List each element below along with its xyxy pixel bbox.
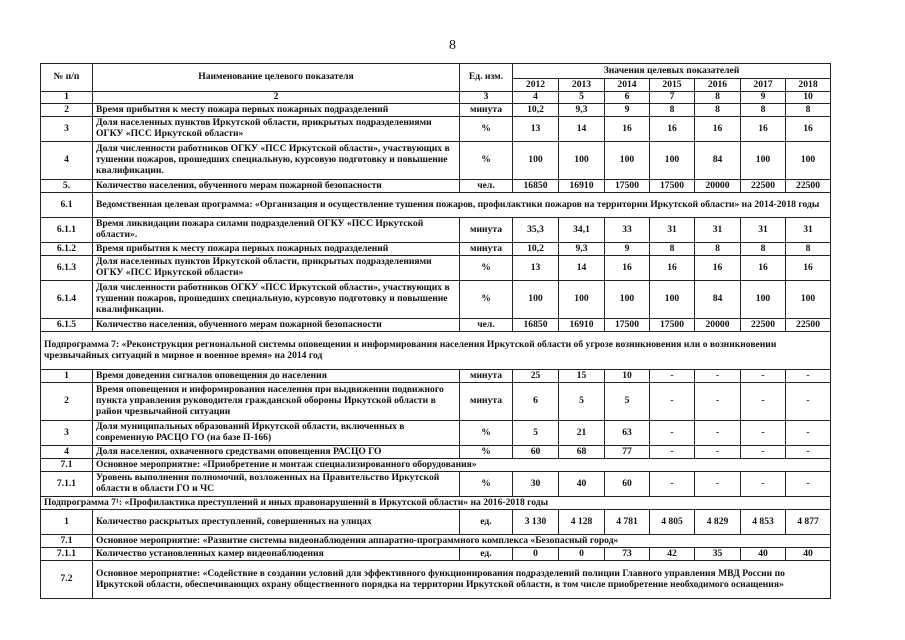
header-column-number: 10 — [786, 92, 831, 104]
value-cell: - — [695, 472, 741, 497]
indicator-name: Количество установленных камер видеонаблюдения — [93, 548, 460, 561]
header-column-number: 2 — [93, 92, 460, 104]
table-row — [41, 459, 831, 472]
indicator-name: Количество населения, обученного мерам пожарной безопасности — [93, 319, 460, 332]
table-row — [41, 218, 831, 243]
value-cell: 10 — [605, 370, 650, 383]
value-cell: 16 — [650, 256, 695, 281]
section-title: Основное мероприятие: «Развитие системы видеонаблюдения аппаратно-программного комплекса «Безопасный город» — [93, 535, 831, 548]
row-number: 3 — [41, 421, 93, 446]
unit-cell: минута — [460, 104, 513, 117]
value-cell: 22500 — [741, 319, 786, 332]
value-cell: 8 — [786, 243, 831, 256]
value-cell: 22500 — [786, 180, 831, 193]
value-cell: 16 — [786, 256, 831, 281]
value-cell: 100 — [786, 142, 831, 180]
row-number: 2 — [41, 383, 93, 421]
value-cell: 22500 — [741, 180, 786, 193]
value-cell: 40 — [741, 548, 786, 561]
unit-cell: % — [460, 421, 513, 446]
unit-cell: минута — [460, 218, 513, 243]
value-cell: 60 — [513, 446, 559, 459]
indicator-name: Время ликвидации пожара силами подразделений ОГКУ «ПСС Иркутской области». — [93, 218, 460, 243]
value-cell: 16 — [741, 256, 786, 281]
value-cell: 40 — [786, 548, 831, 561]
value-cell: 9,3 — [559, 243, 605, 256]
value-cell: 35,3 — [513, 218, 559, 243]
header-column-number: 9 — [741, 92, 786, 104]
value-cell: 100 — [605, 142, 650, 180]
table-row — [41, 256, 831, 281]
value-cell: - — [695, 446, 741, 459]
value-cell: 100 — [650, 281, 695, 319]
value-cell: 3 130 — [513, 510, 559, 535]
unit-cell: ед. — [460, 510, 513, 535]
unit-cell: % — [460, 472, 513, 497]
value-cell: - — [650, 383, 695, 421]
table-row — [41, 319, 831, 332]
row-number: 6.1.3 — [41, 256, 93, 281]
row-number: 4 — [41, 446, 93, 459]
value-cell: 4 128 — [559, 510, 605, 535]
indicator-name: Количество раскрытых преступлений, совершенных на улицах — [93, 510, 460, 535]
indicator-name: Доля населенных пунктов Иркутской области, прикрытых подразделениями ОГКУ «ПСС Иркутской области» — [93, 256, 460, 281]
value-cell: 100 — [559, 142, 605, 180]
unit-cell: % — [460, 281, 513, 319]
indicator-name: Время прибытия к месту пожара первых пожарных подразделений — [93, 243, 460, 256]
value-cell: 14 — [559, 256, 605, 281]
table-row — [41, 472, 831, 497]
value-cell: - — [786, 421, 831, 446]
header-unit: Ед. изм. — [460, 64, 513, 92]
value-cell: - — [695, 370, 741, 383]
value-cell: 68 — [559, 446, 605, 459]
header-year: 2018 — [786, 79, 831, 92]
value-cell: 8 — [695, 104, 741, 117]
table-row — [41, 193, 831, 218]
value-cell: 0 — [559, 548, 605, 561]
unit-cell: минута — [460, 243, 513, 256]
table-row — [41, 535, 831, 548]
value-cell: - — [786, 472, 831, 497]
value-cell: 31 — [741, 218, 786, 243]
value-cell: 17500 — [605, 319, 650, 332]
row-number: 7.1 — [41, 459, 93, 472]
unit-cell: ед. — [460, 548, 513, 561]
value-cell: 73 — [605, 548, 650, 561]
value-cell: 40 — [559, 472, 605, 497]
section-title: Основное мероприятие: «Содействие в создании условий для эффективного функционирования подразделений полиции Главного управления МВД России по Иркутской области, обеспечивающих охрану общественного порядка на территории Иркутской области, в том числе приобретение необходимого оснащения» — [93, 561, 831, 599]
value-cell: 13 — [513, 256, 559, 281]
value-cell: - — [650, 446, 695, 459]
value-cell: 35 — [695, 548, 741, 561]
value-cell: 100 — [513, 142, 559, 180]
table-row — [41, 561, 831, 599]
value-cell: 20000 — [695, 180, 741, 193]
table-row — [41, 243, 831, 256]
table-row — [41, 510, 831, 535]
table-row — [41, 281, 831, 319]
value-cell: 84 — [695, 281, 741, 319]
row-number: 5. — [41, 180, 93, 193]
row-number: 7.1.1 — [41, 548, 93, 561]
table-row — [41, 142, 831, 180]
value-cell: - — [741, 383, 786, 421]
unit-cell: минута — [460, 383, 513, 421]
row-number: 6.1.4 — [41, 281, 93, 319]
table-row — [41, 497, 831, 510]
value-cell: 9,3 — [559, 104, 605, 117]
header-year: 2015 — [650, 79, 695, 92]
value-cell: 8 — [695, 243, 741, 256]
header-column-number: 8 — [695, 92, 741, 104]
indicator-name: Доля численности работников ОГКУ «ПСС Иркутской области», участвующих в тушении пожаров, прошедших специальную, курсовую подготовку и повышение квалификации. — [93, 142, 460, 180]
value-cell: 100 — [650, 142, 695, 180]
indicator-name: Доля численности работников ОГКУ «ПСС Иркутской области», участвующих в тушении пожаров, прошедших специальную, курсовую подготовку и повышение квалификации. — [93, 281, 460, 319]
table-row — [41, 383, 831, 421]
value-cell: 31 — [695, 218, 741, 243]
value-cell: 31 — [786, 218, 831, 243]
value-cell: - — [650, 472, 695, 497]
value-cell: 17500 — [650, 319, 695, 332]
row-number: 6.1 — [41, 193, 93, 218]
row-number: 7.1.1 — [41, 472, 93, 497]
header-column-number: 3 — [460, 92, 513, 104]
value-cell: - — [741, 421, 786, 446]
value-cell: 4 853 — [741, 510, 786, 535]
section-title: Основное мероприятие: «Приобретение и монтаж специализированного оборудования» — [93, 459, 831, 472]
value-cell: 34,1 — [559, 218, 605, 243]
value-cell: - — [695, 421, 741, 446]
value-cell: 8 — [741, 104, 786, 117]
header-year: 2013 — [559, 79, 605, 92]
value-cell: 16850 — [513, 319, 559, 332]
header-year: 2016 — [695, 79, 741, 92]
unit-cell: % — [460, 142, 513, 180]
value-cell: 84 — [695, 142, 741, 180]
value-cell: 21 — [559, 421, 605, 446]
table-row — [41, 117, 831, 142]
value-cell: 4 781 — [605, 510, 650, 535]
row-number: 6.1.5 — [41, 319, 93, 332]
header-column-number: 6 — [605, 92, 650, 104]
value-cell: 16910 — [559, 319, 605, 332]
unit-cell: % — [460, 446, 513, 459]
table-row — [41, 104, 831, 117]
value-cell: 16 — [605, 117, 650, 142]
indicator-name: Доля населения, охваченного средствами оповещения РАСЦО ГО — [93, 446, 460, 459]
row-number: 6.1.1 — [41, 218, 93, 243]
value-cell: 16 — [650, 117, 695, 142]
unit-cell: % — [460, 117, 513, 142]
indicator-name: Время оповещения и информирования населения при выдвижении подвижного пункта управления руководителя гражданской обороны Иркутской области в район чрезвычайной ситуации — [93, 383, 460, 421]
value-cell: - — [650, 421, 695, 446]
unit-cell: % — [460, 256, 513, 281]
value-cell: - — [786, 446, 831, 459]
indicator-name: Доля населенных пунктов Иркутской области, прикрытых подразделениями ОГКУ «ПСС Иркутской области» — [93, 117, 460, 142]
unit-cell: минута — [460, 370, 513, 383]
header-year: 2012 — [513, 79, 559, 92]
indicator-name: Количество населения, обученного мерам пожарной безопасности — [93, 180, 460, 193]
value-cell: 77 — [605, 446, 650, 459]
table-row — [41, 180, 831, 193]
section-title: Ведомственная целевая программа: «Организация и осуществление тушения пожаров, профилактики пожаров на территории Иркутской области» на 2014-2018 годы — [93, 193, 831, 218]
row-number: 1 — [41, 510, 93, 535]
row-number: 3 — [41, 117, 93, 142]
row-number: 2 — [41, 104, 93, 117]
value-cell: 31 — [650, 218, 695, 243]
table-body — [41, 104, 831, 599]
value-cell: 33 — [605, 218, 650, 243]
value-cell: 4 805 — [650, 510, 695, 535]
header-column-number: 5 — [559, 92, 605, 104]
value-cell: 5 — [605, 383, 650, 421]
value-cell: 100 — [741, 142, 786, 180]
header-num: № п/п — [41, 64, 93, 92]
value-cell: - — [786, 370, 831, 383]
value-cell: - — [695, 383, 741, 421]
value-cell: - — [741, 370, 786, 383]
value-cell: 20000 — [695, 319, 741, 332]
value-cell: 100 — [605, 281, 650, 319]
value-cell: 4 877 — [786, 510, 831, 535]
value-cell: 8 — [650, 243, 695, 256]
table-row — [41, 370, 831, 383]
value-cell: 10,2 — [513, 104, 559, 117]
value-cell: 17500 — [605, 180, 650, 193]
value-cell: 100 — [513, 281, 559, 319]
indicator-name: Время прибытия к месту пожара первых пожарных подразделений — [93, 104, 460, 117]
value-cell: - — [741, 446, 786, 459]
unit-cell: чел. — [460, 319, 513, 332]
value-cell: 30 — [513, 472, 559, 497]
header-column-numbers-row — [41, 92, 831, 104]
row-number: 1 — [41, 370, 93, 383]
table-row — [41, 421, 831, 446]
value-cell: - — [650, 370, 695, 383]
value-cell: 5 — [559, 383, 605, 421]
value-cell: 100 — [786, 281, 831, 319]
value-cell: 100 — [559, 281, 605, 319]
table-row — [41, 446, 831, 459]
value-cell: 6 — [513, 383, 559, 421]
value-cell: 16 — [695, 117, 741, 142]
value-cell: 25 — [513, 370, 559, 383]
value-cell: 15 — [559, 370, 605, 383]
value-cell: 9 — [605, 104, 650, 117]
row-number: 4 — [41, 142, 93, 180]
value-cell: 5 — [513, 421, 559, 446]
row-number: 7.2 — [41, 561, 93, 599]
table-row — [41, 548, 831, 561]
header-year: 2017 — [741, 79, 786, 92]
value-cell: 42 — [650, 548, 695, 561]
table-row — [41, 332, 831, 370]
header-column-number: 7 — [650, 92, 695, 104]
indicator-name: Доля муниципальных образований Иркутской области, включенных в современную РАСЦО ГО (на базе П-166) — [93, 421, 460, 446]
row-number: 7.1 — [41, 535, 93, 548]
value-cell: 16850 — [513, 180, 559, 193]
subprogram-title: Подпрограмма 7: «Реконструкция региональной системы оповещения и информирования населения Иркутской области об угрозе возникновения или о возникновении чрезвычайных ситуаций в мирное и военное время» на 2014 год — [41, 332, 831, 370]
value-cell: 0 — [513, 548, 559, 561]
value-cell: 16910 — [559, 180, 605, 193]
value-cell: 8 — [650, 104, 695, 117]
value-cell: 14 — [559, 117, 605, 142]
value-cell: 16 — [741, 117, 786, 142]
value-cell: - — [741, 472, 786, 497]
value-cell: 16 — [786, 117, 831, 142]
value-cell: 10,2 — [513, 243, 559, 256]
indicator-name: Время доведения сигналов оповещения до населения — [93, 370, 460, 383]
row-number: 6.1.2 — [41, 243, 93, 256]
value-cell: 8 — [741, 243, 786, 256]
value-cell: 63 — [605, 421, 650, 446]
header-values: Значения целевых показателей — [513, 64, 831, 79]
target-indicators-table — [40, 63, 831, 599]
value-cell: - — [786, 383, 831, 421]
indicator-name: Уровень выполнения полномочий, возложенных на Правительство Иркутской области в области ГО и ЧС — [93, 472, 460, 497]
value-cell: 4 829 — [695, 510, 741, 535]
value-cell: 16 — [605, 256, 650, 281]
value-cell: 8 — [786, 104, 831, 117]
header-column-number: 1 — [41, 92, 93, 104]
value-cell: 60 — [605, 472, 650, 497]
header-year: 2014 — [605, 79, 650, 92]
value-cell: 22500 — [786, 319, 831, 332]
value-cell: 100 — [741, 281, 786, 319]
subprogram-title: Подпрограмма 7¹: «Профилактика преступлений и иных правонарушений в Иркутской области» на 2016-2018 годы — [41, 497, 831, 510]
header-name: Наименование целевого показателя — [93, 64, 460, 92]
value-cell: 13 — [513, 117, 559, 142]
value-cell: 17500 — [650, 180, 695, 193]
page-number: 8 — [449, 38, 456, 53]
header-column-number: 4 — [513, 92, 559, 104]
value-cell: 16 — [695, 256, 741, 281]
unit-cell: чел. — [460, 180, 513, 193]
value-cell: 9 — [605, 243, 650, 256]
